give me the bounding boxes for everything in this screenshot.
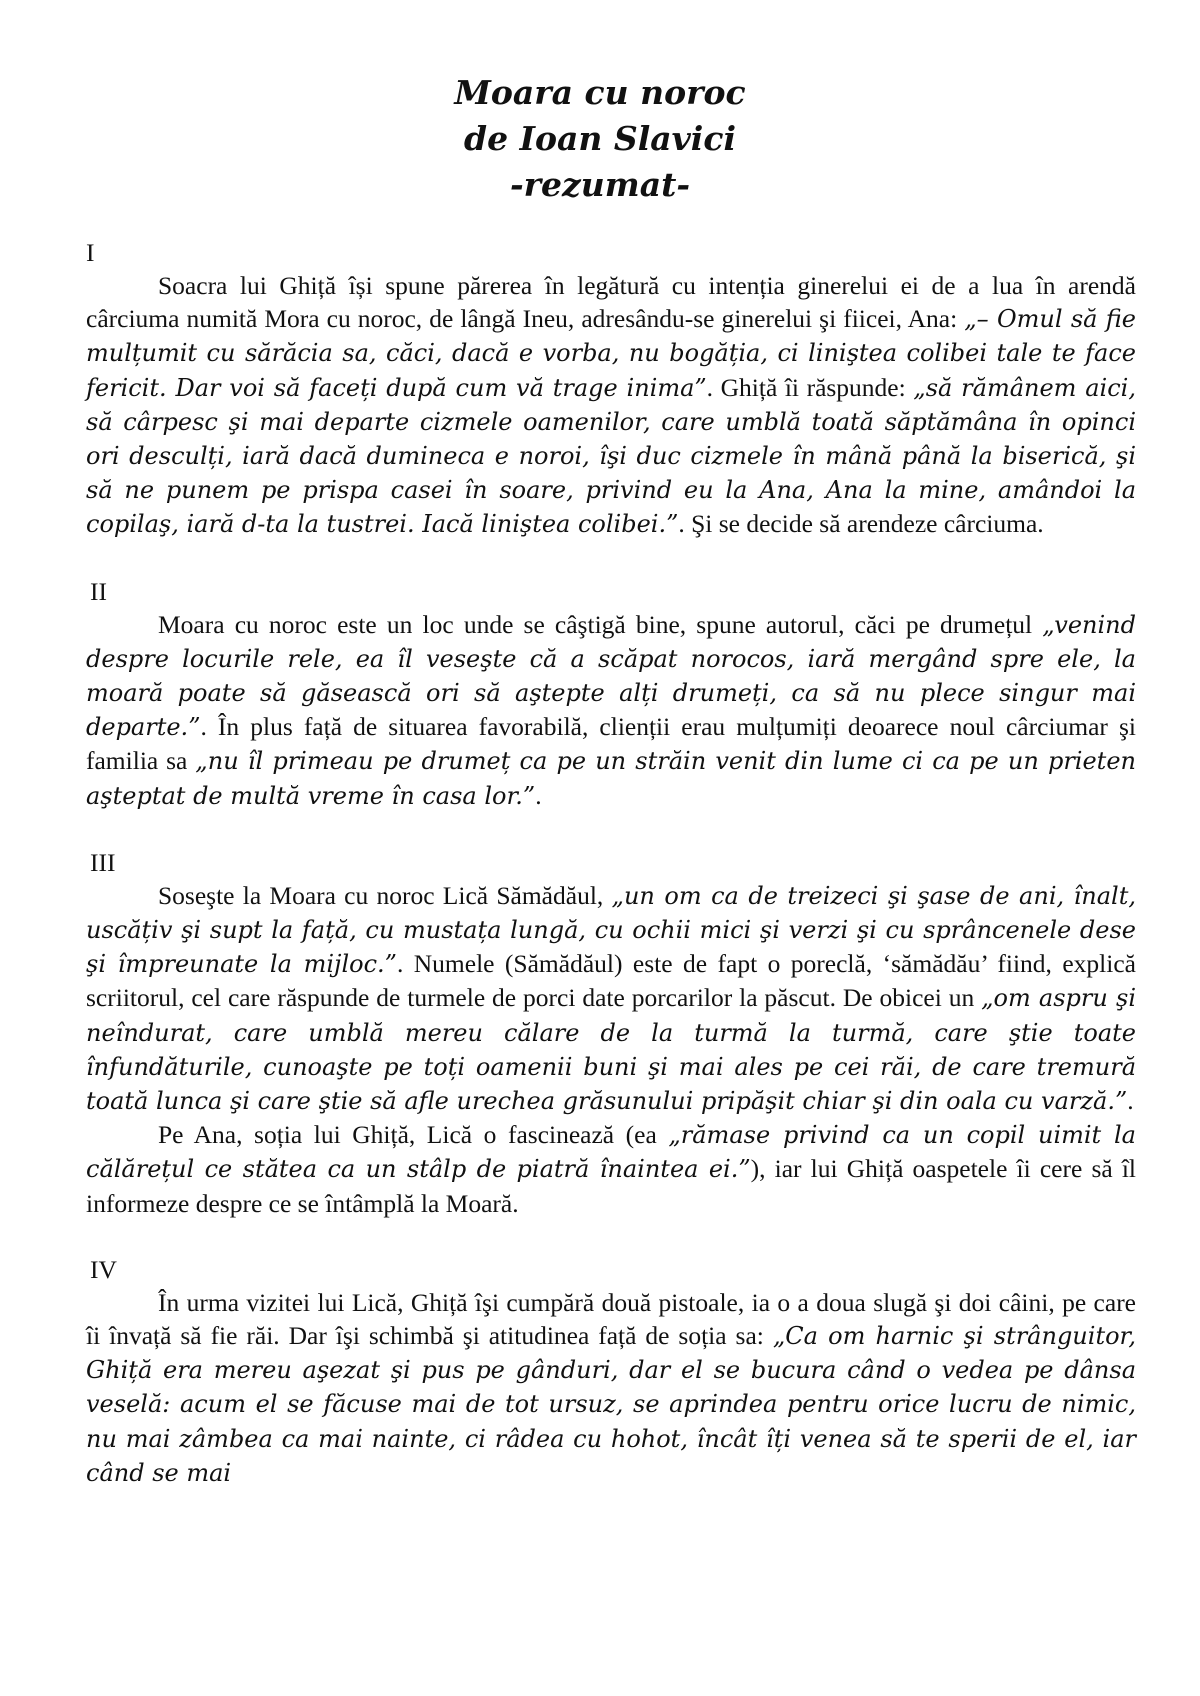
paragraph	[86, 608, 1136, 813]
text-run: . Numele (Sămădăul) este de fapt o poreclă, ‘sămădău’ fiind, explică scriitorul, cel care răspunde de turmele de porci date porcarilor la păscut. De obicei un	[86, 949, 1136, 1013]
document-title	[0, 70, 1200, 208]
paragraph	[86, 1286, 1136, 1490]
quotation: „un om ca de treizeci şi şase de ani, înalt, uscățiv şi supt la față, cu mustața lungă, cu ochii mici şi verzi şi cu sprâncenele dese şi împreunate la mijloc.”	[86, 881, 1137, 979]
quotation: „nu îl primeau pe drumeț ca pe un străin venit din lume ci ca pe un prieten aşteptat de multă vreme în casa lor.”	[86, 747, 1136, 810]
title-line-1: Moara cu noroc	[454, 73, 746, 112]
title-line-2: de Ioan Slavici	[464, 119, 736, 158]
text-run: . Ghiță îi răspunde:	[706, 372, 914, 402]
quotation: „venind despre locurile rele, ea îl veseşte că a scăpat norocos, iară mergând spre ele, la moară poate să găsească ori să aştepte alți drumeți, ca să nu plece singur mai departe.”	[86, 610, 1136, 742]
quotation: „om aspru şi neîndurat, care umblă mereu călare de la turmă la turmă, care ştie toate înfundăturile, cunoaşte pe toți oamenii buni şi mai ales pe cei răi, de care tremură toată lunca şi care ştie să afle urechea grăsunului pripăşit chiar şi din oala cu varză.”	[86, 984, 1136, 1116]
section-gap	[86, 813, 1136, 846]
text-run: În urma vizitei lui Lică, Ghiță îşi cumpără două pistoale, ia o a doua slugă şi doi câini, pe care îi învață să fie răi. Dar îşi schimbă şi atitudinea față de soția sa:	[86, 1287, 1136, 1351]
section-gap	[86, 1220, 1136, 1253]
quotation: „– Omul să fie mulțumit cu sărăcia sa, căci, dacă e vorba, nu bogăția, ci liniştea colibei tale te face fericit. Dar voi să faceți după cum vă trage inima”	[86, 305, 1136, 402]
text-run: . Şi se decide să arendeze cârciuma.	[678, 509, 1044, 539]
paragraph	[86, 269, 1136, 542]
paragraph	[86, 879, 1136, 1118]
section-number: III	[90, 847, 116, 877]
paragraph	[86, 1118, 1136, 1220]
text-run: Soseşte la Moara cu noroc Lică Sămădăul,	[158, 880, 612, 910]
quotation: „să rămânem aici, să cârpesc şi mai departe cizmele oamenilor, care umblă toată săptămâna în opinci ori desculți, iară dacă dumineca e noroi, îşi duc cizmele în mână până la biserică, şi să ne punem pe prispa casei în soare, privind eu la Ana, Ana la mine, amândoi la copilaş, iară d-ta la tustrei. Iacă liniştea colibei.”	[86, 373, 1136, 539]
section-number: II	[90, 576, 107, 606]
section-gap	[86, 542, 1136, 575]
text-run: ), iar lui Ghiță oaspetele îi cere să îl informeze despre ce se întâmplă la Moară.	[86, 1154, 1136, 1218]
document-body	[86, 236, 1136, 1490]
quotation: „rămase privind ca un copil uimit la călărețul ce stătea ca un stâlp de piatră înaintea ei.”	[86, 1121, 1136, 1184]
text-run: Moara cu noroc este un loc unde se câştigă bine, spune autorul, căci pe drumețul	[158, 609, 1043, 639]
text-run: . În plus față de situarea favorabilă, clienții erau mulțumiți deoarece noul cârciumar şi familia sa	[86, 712, 1136, 776]
section-number: I	[86, 238, 95, 267]
text-run: Pe Ana, soția lui Ghiță, Lică o fascinează (ea	[158, 1120, 669, 1150]
text-run: Soacra lui Ghiță își spune părerea în legătură cu intenția ginerelui ei de a lua în arendă cârciuma numită Mora cu noroc, de lângă Ineu, adresându-se ginerelui şi fiicei, Ana:	[86, 271, 1136, 334]
text-run: .	[1127, 1086, 1134, 1116]
quotation: „Ca om harnic şi strânguitor, Ghiță era mereu aşezat şi pus pe gânduri, dar el se bucura când o vedea pe dânsa veselă: acum el se făcuse mai de tot ursuz, se aprindea pentru orice lucru de nimic, nu mai zâmbea ca mai nainte, ci râdea cu hohot, încât îți venea să te sperii de el, iar când se mai	[86, 1322, 1137, 1487]
text-run: .	[535, 780, 542, 810]
section-number: IV	[90, 1254, 117, 1284]
title-line-3: -rezumat-	[509, 165, 691, 204]
